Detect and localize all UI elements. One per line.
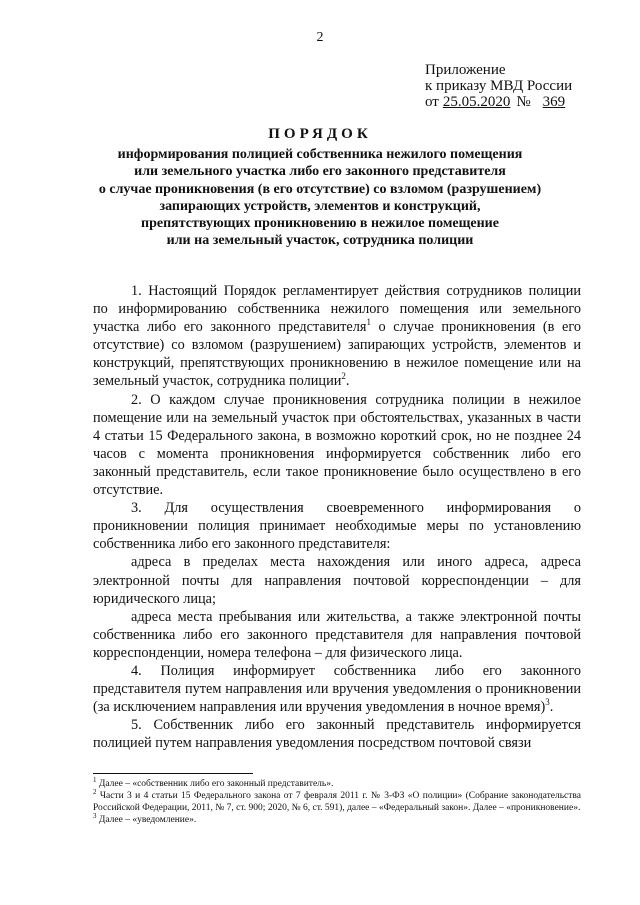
annex-number-label: № <box>516 94 531 110</box>
footnote-ref-1: 1 <box>366 317 371 328</box>
paragraph-4-text-b: . <box>549 699 554 716</box>
paragraph-1 <box>93 282 581 391</box>
footnote-1 <box>93 775 581 790</box>
footnote-3 <box>93 811 581 826</box>
footnote-text: Далее – «собственник либо его законный представитель». <box>96 779 334 789</box>
paragraph-4 <box>93 662 581 716</box>
footnote-mark: 3 <box>93 811 97 820</box>
footnote-ref-2: 2 <box>341 371 346 382</box>
page-number: 2 <box>316 30 324 45</box>
footnote-text: Далее – «уведомление». <box>96 815 197 825</box>
annex-block <box>425 62 572 110</box>
footnote-mark: 1 <box>93 775 97 784</box>
footnotes <box>93 775 581 826</box>
annex-date: 25.05.2020 <box>442 94 511 110</box>
document-body <box>93 282 581 752</box>
document-title: ПОРЯДОК <box>268 126 372 142</box>
annex-line-3 <box>425 94 572 110</box>
subtitle-line: или на земельный участок, сотрудника полиции <box>166 233 474 249</box>
paragraph-1-text-c: . <box>345 373 350 390</box>
paragraph-4-text-a: 4. Полиция информирует собственника либо его законного представителя путем направления или вручения уведомления о проникновении (за исключением направления или вручения уведомления в ночное время) <box>93 662 581 716</box>
footnote-ref-3: 3 <box>545 697 550 708</box>
footnote-divider <box>93 773 253 774</box>
annex-from-label: от <box>425 94 439 110</box>
subtitle-line: препятствующих проникновению в нежилое помещение <box>141 216 499 232</box>
footnote-text: Части 3 и 4 статьи 15 Федерального закона от 7 февраля 2011 г. № 3-ФЗ «О полиции» (Собрание законодательства Российской Федерации, 2011, № 7, ст. 900; 2020, № 6, ст. 591), далее – «Федеральный закон». Далее – «проникновение». <box>93 791 581 813</box>
paragraph-1-text-a: 1. Настоящий Порядок регламентирует действия сотрудников полиции по информированию собственника нежилого помещения или земельного участка либо его законного представителя <box>93 283 581 336</box>
paragraph-2: 2. О каждом случае проникновения сотрудника полиции в нежилое помещение или на земельный участок при обстоятельствах, указанных в части 4 статьи 15 Федерального закона, в возможно короткий срок, но не позднее 24 часов с момента проникновения информируется собственник либо его законный представитель, если такое проникновение было осуществлено в его отсутствие. <box>93 391 581 499</box>
subtitle-line: о случае проникновения (в его отсутствие) со взломом (разрушением) <box>98 181 542 197</box>
paragraph-3-item-individual: адреса места пребывания или жительства, а также электронной почты собственника либо его законного представителя для направления почтовой корреспонденции, номера телефона – для физического лица. <box>93 608 581 661</box>
footnote-2 <box>93 787 581 814</box>
annex-line-1: Приложение <box>425 62 506 78</box>
footnote-mark: 2 <box>93 787 97 796</box>
annex-line-2: к приказу МВД России <box>425 78 573 94</box>
paragraph-3-item-legal-entity: адреса в пределах места нахождения или иного адреса, адреса электронной почты для направления почтовой корреспонденции – для юридического лица; <box>93 554 581 607</box>
subtitle-line: запирающих устройств, элементов и конструкций, <box>159 198 481 214</box>
subtitle-line: информирования полицией собственника нежилого помещения <box>117 147 523 162</box>
document-subtitle <box>60 146 580 250</box>
subtitle-line: или земельного участка либо его законного представителя <box>134 164 506 180</box>
annex-number: 369 <box>542 94 566 110</box>
paragraph-3: 3. Для осуществления своевременного информирования о проникновении полиция принимает необходимые меры по установлению собственника либо его законного представителя: <box>93 500 581 553</box>
paragraph-1-text-b: о случае проникновения (в его отсутствие) со взломом (разрушением) запирающих устройств, элементов и конструкций, препятствующих проникновению в нежилое помещение или на земельный участок, сотрудника полиции <box>93 319 581 390</box>
paragraph-5: 5. Собственник либо его законный представитель информируется полицией путем направления уведомления посредством почтовой связи <box>93 717 581 752</box>
